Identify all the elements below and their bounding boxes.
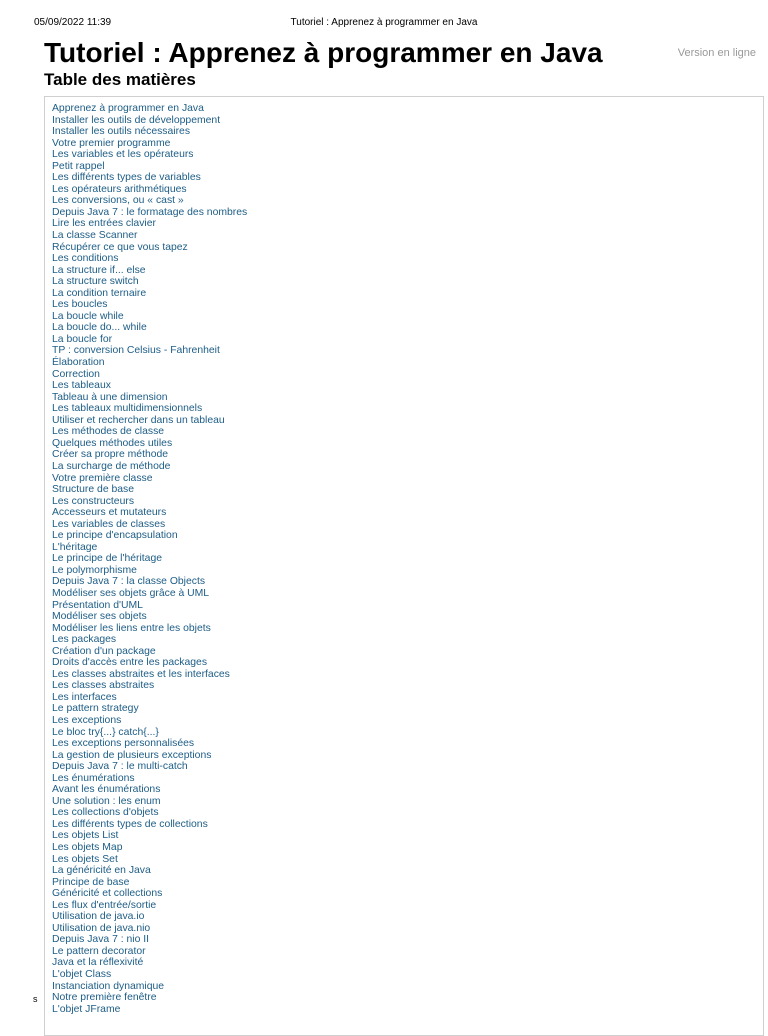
toc-item bbox=[52, 807, 247, 819]
toc-link[interactable]: La boucle while bbox=[52, 310, 124, 322]
toc-link[interactable]: La surcharge de méthode bbox=[52, 460, 171, 472]
toc-item bbox=[52, 727, 247, 739]
toc-item bbox=[52, 380, 247, 392]
toc-item bbox=[52, 415, 247, 427]
toc-item bbox=[52, 669, 247, 681]
toc-item bbox=[52, 576, 247, 588]
toc-link[interactable]: La gestion de plusieurs exceptions bbox=[52, 749, 212, 761]
toc-link[interactable]: Les tableaux multidimensionnels bbox=[52, 403, 203, 415]
toc-item bbox=[52, 345, 247, 357]
toc-item bbox=[52, 692, 247, 704]
toc-item bbox=[52, 542, 247, 554]
toc-link[interactable]: La condition ternaire bbox=[52, 287, 147, 299]
toc-item bbox=[52, 911, 247, 923]
toc-item bbox=[52, 357, 247, 369]
toc-item bbox=[52, 369, 247, 381]
toc-item bbox=[52, 842, 247, 854]
toc-link[interactable]: Principe de base bbox=[52, 876, 130, 888]
toc-item bbox=[52, 854, 247, 866]
toc-item bbox=[52, 496, 247, 508]
toc-link[interactable]: Modéliser ses objets grâce à UML bbox=[52, 587, 210, 599]
toc-link[interactable]: Une solution : les enum bbox=[52, 795, 161, 807]
toc-link[interactable]: Les objets Map bbox=[52, 842, 123, 853]
toc-item bbox=[52, 507, 247, 519]
toc-link[interactable]: Les conditions bbox=[52, 253, 119, 265]
page-marker: s bbox=[33, 994, 38, 1004]
toc-item bbox=[52, 877, 247, 889]
toc-link[interactable]: Créer sa propre méthode bbox=[52, 449, 169, 461]
toc-link[interactable]: Présentation d'UML bbox=[52, 599, 143, 611]
toc-item bbox=[52, 461, 247, 473]
toc-link[interactable]: Depuis Java 7 : le multi-catch bbox=[52, 761, 188, 773]
toc-link[interactable]: Les méthodes de classe bbox=[52, 426, 165, 438]
toc-link[interactable]: La boucle do... while bbox=[52, 322, 147, 334]
toc-item bbox=[52, 253, 247, 265]
toc-link[interactable]: Avant les énumérations bbox=[52, 784, 161, 796]
toc-item bbox=[52, 703, 247, 715]
toc-item bbox=[52, 623, 247, 635]
page-title: Tutoriel : Apprenez à programmer en Java bbox=[44, 37, 603, 68]
toc-item bbox=[52, 784, 247, 796]
toc-link[interactable]: Les objets List bbox=[52, 830, 119, 842]
toc-item bbox=[52, 865, 247, 877]
toc-link[interactable]: Votre première classe bbox=[52, 472, 153, 484]
toc-item bbox=[52, 149, 247, 161]
toc-link[interactable]: Utiliser et rechercher dans un tableau bbox=[52, 414, 225, 426]
toc-link[interactable]: Les classes abstraites bbox=[52, 680, 155, 692]
toc-link[interactable]: La structure if... else bbox=[52, 264, 146, 276]
toc-item bbox=[52, 565, 247, 577]
toc-link[interactable]: Depuis Java 7 : nio II bbox=[52, 934, 150, 946]
toc-item bbox=[52, 553, 247, 565]
toc-item bbox=[52, 138, 247, 150]
toc-item bbox=[52, 657, 247, 669]
toc-item bbox=[52, 242, 247, 254]
toc-heading: Table des matières bbox=[44, 70, 196, 89]
toc-link[interactable]: Élaboration bbox=[52, 357, 105, 369]
toc-link[interactable]: Les flux d'entrée/sortie bbox=[52, 899, 157, 911]
toc-item bbox=[52, 207, 247, 219]
toc-link[interactable]: Le principe de l'héritage bbox=[52, 553, 163, 565]
toc-link[interactable]: Les variables de classes bbox=[52, 518, 166, 530]
toc-link[interactable]: Modéliser ses objets bbox=[52, 611, 147, 623]
toc-item bbox=[52, 172, 247, 184]
toc-item bbox=[52, 957, 247, 969]
toc-item bbox=[52, 830, 247, 842]
toc-item bbox=[52, 103, 247, 115]
toc-item bbox=[52, 923, 247, 935]
toc-link[interactable]: Instanciation dynamique bbox=[52, 980, 165, 992]
toc-item bbox=[52, 265, 247, 277]
toc-link[interactable]: Récupérer ce que vous tapez bbox=[52, 241, 188, 253]
toc-list bbox=[52, 103, 247, 1015]
toc-link[interactable]: Structure de base bbox=[52, 484, 135, 496]
toc-link[interactable]: Les conversions, ou « cast » bbox=[52, 195, 184, 207]
toc-item bbox=[52, 322, 247, 334]
toc-link[interactable]: TP : conversion Celsius - Fahrenheit bbox=[52, 345, 220, 357]
toc-link[interactable]: Les constructeurs bbox=[52, 495, 135, 507]
toc-link[interactable]: Le bloc try{...} catch{...} bbox=[52, 726, 159, 738]
print-document-title: Tutoriel : Apprenez à programmer en Java bbox=[290, 17, 478, 28]
toc-item bbox=[52, 426, 247, 438]
toc-link[interactable]: Les variables et les opérateurs bbox=[52, 149, 194, 161]
toc-link[interactable]: Lire les entrées clavier bbox=[52, 218, 156, 230]
toc-item bbox=[52, 184, 247, 196]
toc-item bbox=[52, 796, 247, 808]
toc-link[interactable]: Le polymorphisme bbox=[52, 564, 137, 576]
toc-link[interactable]: Le pattern strategy bbox=[52, 703, 139, 715]
toc-item bbox=[52, 634, 247, 646]
toc-link[interactable]: Installer les outils de développement bbox=[52, 114, 221, 126]
toc-link[interactable]: Les différents types de collections bbox=[52, 818, 208, 830]
toc-link[interactable]: Votre premier programme bbox=[52, 137, 171, 149]
toc-link[interactable]: Les boucles bbox=[52, 299, 108, 311]
toc-link[interactable]: Tableau à une dimension bbox=[52, 391, 168, 403]
toc-item bbox=[52, 230, 247, 242]
toc-link[interactable]: Petit rappel bbox=[52, 160, 105, 172]
toc-link[interactable]: Les collections d'objets bbox=[52, 807, 159, 819]
toc-link[interactable]: La structure switch bbox=[52, 276, 139, 288]
toc-link[interactable]: Quelques méthodes utiles bbox=[52, 437, 173, 449]
toc-link[interactable]: La classe Scanner bbox=[52, 230, 138, 242]
toc-item bbox=[52, 530, 247, 542]
toc-item bbox=[52, 288, 247, 300]
toc-item bbox=[52, 438, 247, 450]
toc-link[interactable]: Les tableaux bbox=[52, 380, 111, 392]
toc-item bbox=[52, 761, 247, 773]
toc-link[interactable]: Les packages bbox=[52, 634, 117, 646]
toc-item bbox=[52, 715, 247, 727]
toc-link[interactable]: Création d'un package bbox=[52, 645, 156, 657]
toc-item bbox=[52, 519, 247, 531]
toc-link[interactable]: Les énumérations bbox=[52, 772, 135, 784]
toc-box bbox=[44, 96, 764, 1036]
toc-item bbox=[52, 449, 247, 461]
toc-link[interactable]: Depuis Java 7 : le formatage des nombres bbox=[52, 206, 248, 218]
toc-item bbox=[52, 992, 247, 1004]
print-datetime: 05/09/2022 11:39 bbox=[34, 17, 112, 28]
toc-item bbox=[52, 403, 247, 415]
toc-item bbox=[52, 218, 247, 230]
toc-item bbox=[52, 276, 247, 288]
toc-link[interactable]: Droits d'accès entre les packages bbox=[52, 657, 208, 669]
toc-item bbox=[52, 484, 247, 496]
toc-link[interactable]: Les différents types de variables bbox=[52, 172, 201, 184]
toc-item bbox=[52, 311, 247, 323]
toc-item bbox=[52, 588, 247, 600]
toc-link[interactable]: Notre première fenêtre bbox=[52, 992, 157, 1004]
toc-link[interactable]: Les opérateurs arithmétiques bbox=[52, 183, 187, 195]
toc-link[interactable]: Les classes abstraites et les interfaces bbox=[52, 668, 230, 680]
toc-item bbox=[52, 946, 247, 958]
toc-link[interactable]: Correction bbox=[52, 368, 100, 380]
toc-item bbox=[52, 773, 247, 785]
toc-item bbox=[52, 900, 247, 912]
toc-link[interactable]: Les objets Set bbox=[52, 853, 118, 865]
toc-link[interactable]: Généricité et collections bbox=[52, 888, 163, 900]
print-header bbox=[0, 17, 768, 31]
toc-item bbox=[52, 161, 247, 173]
toc-link[interactable]: L'objet Class bbox=[52, 969, 112, 981]
toc-item bbox=[52, 334, 247, 346]
toc-link[interactable]: Les interfaces bbox=[52, 691, 117, 703]
toc-link[interactable]: Modéliser les liens entre les objets bbox=[52, 622, 211, 634]
toc-link[interactable]: Installer les outils nécessaires bbox=[52, 126, 191, 138]
toc-link[interactable]: Java et la réflexivité bbox=[52, 957, 144, 969]
toc-item bbox=[52, 738, 247, 750]
toc-item bbox=[52, 646, 247, 658]
toc-link[interactable]: L'héritage bbox=[52, 541, 98, 553]
toc-item bbox=[52, 969, 247, 981]
toc-link[interactable]: Accesseurs et mutateurs bbox=[52, 507, 167, 519]
toc-link[interactable]: Depuis Java 7 : la classe Objects bbox=[52, 576, 206, 588]
toc-item bbox=[52, 934, 247, 946]
toc-item bbox=[52, 981, 247, 993]
online-version-link[interactable]: Version en ligne bbox=[677, 47, 756, 59]
toc-item bbox=[52, 392, 247, 404]
toc-item bbox=[52, 750, 247, 762]
toc-item bbox=[52, 299, 247, 311]
toc-link[interactable]: L'objet JFrame bbox=[52, 1003, 121, 1015]
toc-link[interactable]: La généricité en Java bbox=[52, 865, 151, 877]
toc-link[interactable]: Les exceptions personnalisées bbox=[52, 738, 195, 750]
toc-item bbox=[52, 611, 247, 623]
toc-link[interactable]: La boucle for bbox=[52, 333, 113, 345]
toc-link[interactable]: Apprenez à programmer en Java bbox=[52, 103, 204, 114]
toc-link[interactable]: Utilisation de java.nio bbox=[52, 922, 151, 934]
toc-item bbox=[52, 888, 247, 900]
toc-item bbox=[52, 600, 247, 612]
toc-item bbox=[52, 680, 247, 692]
toc-item bbox=[52, 126, 247, 138]
toc-item bbox=[52, 1004, 247, 1016]
toc-link[interactable]: Le pattern decorator bbox=[52, 945, 146, 957]
toc-item bbox=[52, 115, 247, 127]
toc-item bbox=[52, 195, 247, 207]
toc-link[interactable]: Utilisation de java.io bbox=[52, 911, 145, 923]
toc-link[interactable]: Le principe d'encapsulation bbox=[52, 530, 178, 542]
toc-item bbox=[52, 819, 247, 831]
toc-item bbox=[52, 473, 247, 485]
toc-link[interactable]: Les exceptions bbox=[52, 714, 122, 726]
